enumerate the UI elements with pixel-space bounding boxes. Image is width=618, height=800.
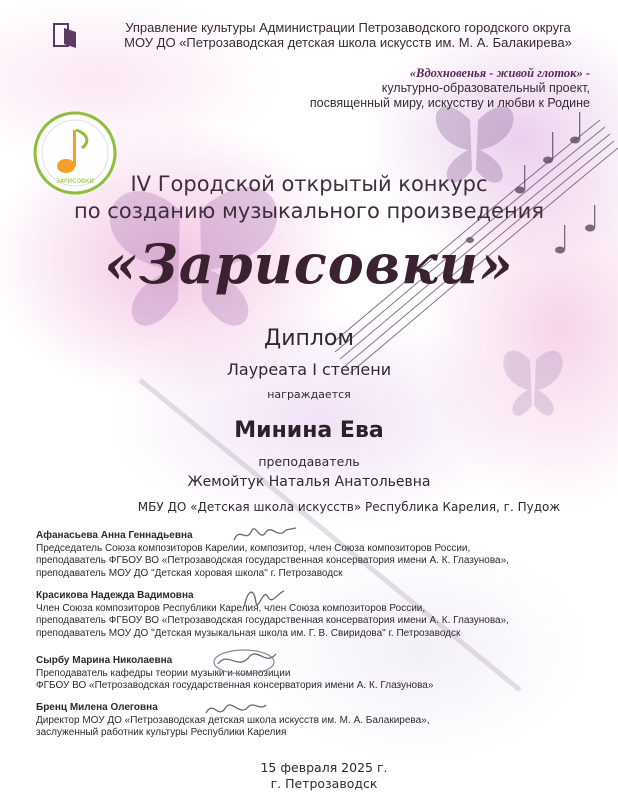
motto-line-2: культурно-образовательный проект,: [381, 81, 590, 95]
jury-member-name: Афанасьева Анна Геннадьевна: [36, 530, 193, 541]
signature-afanasyeva: [230, 522, 300, 548]
organization-line-1: Управление культуры Администрации Петрозаводского городского округа: [125, 20, 571, 35]
issue-date: 15 февраля 2025 г.: [260, 760, 388, 775]
signature-syrbu: [204, 644, 284, 678]
issue-city: г. Петрозаводск: [270, 776, 378, 791]
jury-member-title-line: Член Союза композиторов Республики Карелия, член Союза композиторов России,: [36, 602, 426, 614]
jury-member-title-line: преподаватель ФГБОУ ВО «Петрозаводская государственная консерватория имени А. К. Глазунова»,: [36, 615, 509, 626]
jury-member-title-line: Председатель Союза композиторов Карелии, композитор, член Союза композиторов России,: [36, 542, 471, 554]
contest-title-line-2: по созданию музыкального произведения: [74, 199, 544, 223]
organization-line-2: МОУ ДО «Петрозаводская детская школа искусств им. М. А. Балакирева»: [124, 35, 572, 50]
organization-header: [88, 20, 608, 50]
contest-title-line-1: IV Городской открытый конкурс: [130, 172, 488, 196]
jury-member-title-line: преподаватель МОУ ДО "Детская хоровая школа" г. Петрозаводск: [36, 567, 343, 579]
jury-member: [36, 590, 596, 640]
recipient-name: Минина Ева: [234, 418, 384, 443]
jury-member-title-line: преподаватель ФГБОУ ВО «Петрозаводская государственная консерватория имени А. К. Глазунова»,: [36, 555, 509, 566]
jury-member: [36, 702, 596, 740]
signature-krasikova: [238, 583, 288, 613]
school-logo-icon: [48, 18, 82, 52]
jury-member-title-line: заслуженный работник культуры Республики Карелия: [36, 727, 287, 738]
jury-member-name: Сырбу Марина Николаевна: [36, 655, 173, 666]
motto-line-3: посвященный миру, искусству и любви к Родине: [309, 96, 590, 110]
teacher-name: Жемойтук Наталья Анатольевна: [187, 474, 431, 490]
awarded-label: награждается: [267, 388, 351, 401]
motto-slogan: «Вдохновенья - живой глоток» -: [409, 66, 590, 80]
jury-member-title-line: преподаватель МОУ ДО "Детская музыкальная школа им. Г. В. Свиридова" г. Петрозаводск: [36, 627, 461, 639]
emblem-caption: ЗАРИСОВКИ: [56, 178, 94, 185]
laureate-degree: Лауреата I степени: [226, 360, 392, 379]
jury-member: [36, 655, 596, 693]
jury-member-title-line: Директор МОУ ДО «Петрозаводская детская школа искусств им. М. А. Балакирева»,: [36, 714, 430, 726]
school-name: МБУ ДО «Детская школа искусств» Республика Карелия, г. Пудож: [137, 500, 561, 514]
signature-brents: [200, 697, 270, 723]
jury-member-title-line: ФГБОУ ВО «Петрозаводская государственная консерватория имени А. К. Глазунова»: [36, 680, 434, 691]
project-motto: [310, 66, 590, 111]
diploma-label: Диплом: [264, 326, 354, 351]
jury-member-name: Красикова Надежда Вадимовна: [36, 590, 194, 601]
jury-member-name: Бренц Милена Олеговна: [36, 702, 158, 713]
teacher-label: преподаватель: [258, 454, 360, 469]
contest-name: «Зарисовки»: [104, 232, 514, 296]
issue-place-date: [0, 760, 618, 792]
jury-member: [36, 530, 596, 580]
jury-member-title-line: Преподаватель кафедры теории музыки и композиции: [36, 667, 291, 679]
